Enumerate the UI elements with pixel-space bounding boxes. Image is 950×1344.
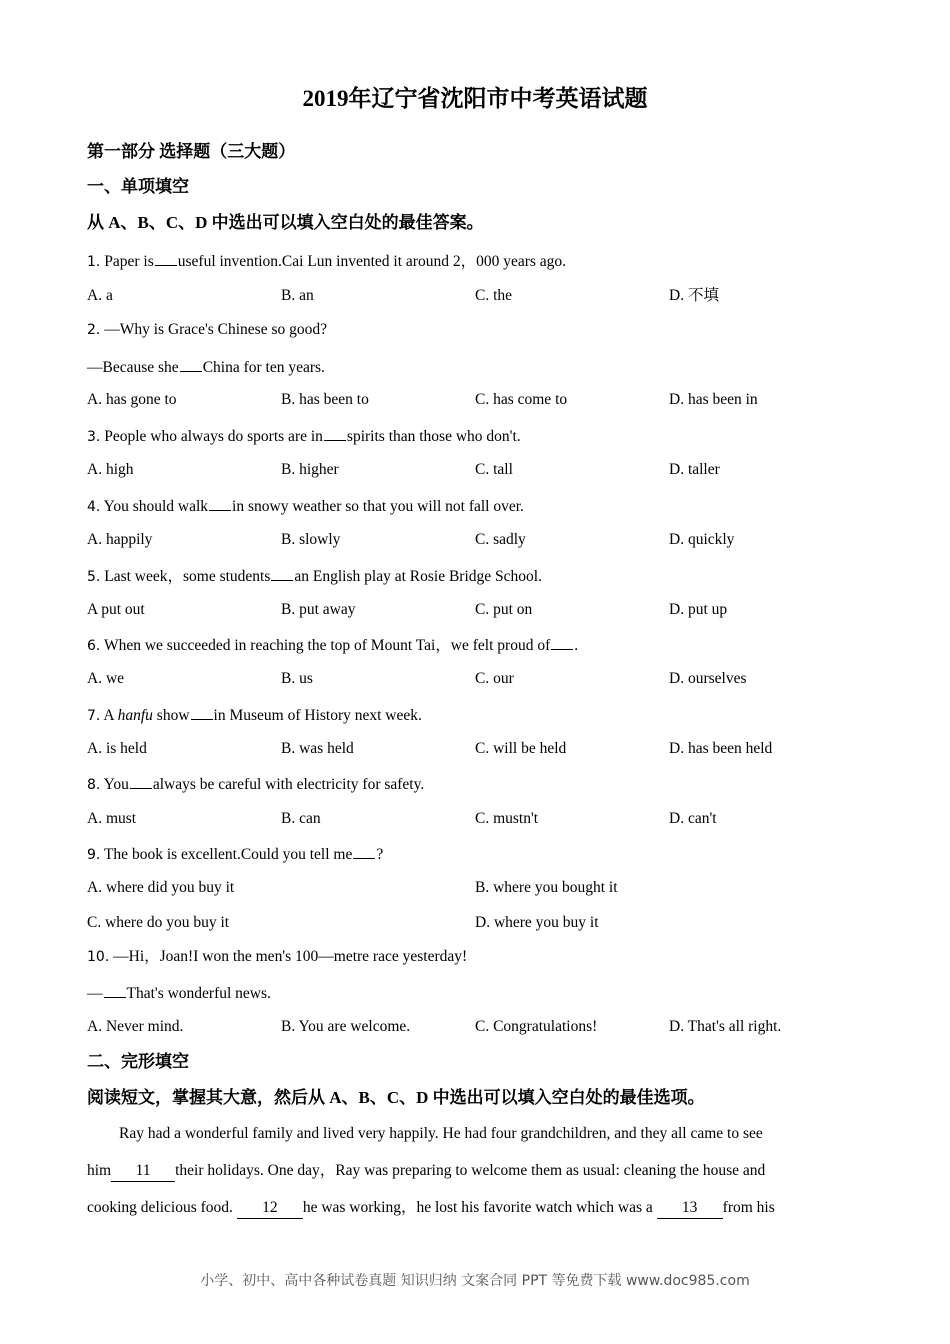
section-heading-2: 二、完形填空 — [87, 1052, 189, 1071]
q4-option-d: D. quickly — [669, 531, 735, 548]
cloze-blank-11[interactable]: 11 — [111, 1161, 175, 1182]
q6-option-c: C. our — [475, 670, 514, 687]
q9-option-d: D. where you buy it — [475, 914, 599, 931]
question-6: 6. When we succeeded in reaching the top of Mount Tai，we felt proud of . — [87, 634, 578, 656]
q2-option-a: A. has gone to — [87, 391, 177, 408]
passage-line-1: Ray had a wonderful family and lived very happily. He had four grandchildren, and they all came to see — [119, 1125, 763, 1142]
question-10-line-2: — That's wonderful news. — [87, 982, 271, 1004]
q4-option-a: A. happily — [87, 531, 153, 548]
q6-option-d: D. ourselves — [669, 670, 747, 687]
q5-option-c: C. put on — [475, 601, 533, 618]
q4-option-b: B. slowly — [281, 531, 341, 548]
question-8: 8. You always be careful with electricity for safety. — [87, 773, 424, 795]
q9-option-b: B. where you bought it — [475, 879, 618, 896]
q10-option-d: D. That's all right. — [669, 1018, 782, 1035]
q7-option-b: B. was held — [281, 740, 354, 757]
q7-option-a: A. is held — [87, 740, 147, 757]
q2-option-b: B. has been to — [281, 391, 369, 408]
q7-option-d: D. has been held — [669, 740, 773, 757]
q1-option-c: C. the — [475, 287, 513, 304]
q8-option-d: D. can't — [669, 810, 717, 827]
cloze-blank-12[interactable]: 12 — [237, 1198, 303, 1219]
q1-option-d: D. 不填 — [669, 287, 719, 304]
q8-option-b: B. can — [281, 810, 321, 827]
question-9: 9. The book is excellent.Could you tell me ? — [87, 843, 383, 865]
q5-option-d: D. put up — [669, 601, 728, 618]
cloze-blank-13[interactable]: 13 — [657, 1198, 723, 1219]
question-1: 1. Paper is useful invention.Cai Lun invented it around 2，000 years ago. — [87, 250, 566, 272]
q7-option-c: C. will be held — [475, 740, 567, 757]
q5-option-b: B. put away — [281, 601, 356, 618]
footer-watermark: 小学、初中、高中各种试卷真题 知识归纳 文案合同 PPT 等免费下载 www.doc985.com — [200, 1273, 750, 1289]
q5-option-a: A put out — [87, 601, 145, 618]
question-5: 5. Last week，some students an English play at Rosie Bridge School. — [87, 565, 542, 587]
question-4: 4. You should walk in snowy weather so that you will not fall over. — [87, 495, 524, 517]
q3-option-d: D. taller — [669, 461, 720, 478]
q9-option-a: A. where did you buy it — [87, 879, 235, 896]
section-instruction-1: 从 A、B、C、D 中选出可以填入空白处的最佳答案。 — [87, 213, 484, 232]
question-7: 7. A hanfu show in Museum of History next week. — [87, 704, 422, 726]
q6-option-a: A. we — [87, 670, 125, 687]
q10-option-a: A. Never mind. — [87, 1018, 184, 1035]
section-instruction-2: 阅读短文，掌握其大意，然后从 A、B、C、D 中选出可以填入空白处的最佳选项。 — [87, 1088, 705, 1107]
q3-option-b: B. higher — [281, 461, 339, 478]
q1-option-a: A. a — [87, 287, 113, 304]
q10-option-b: B. You are welcome. — [281, 1018, 411, 1035]
q3-option-a: A. high — [87, 461, 134, 478]
q6-option-b: B. us — [281, 670, 313, 687]
part-heading: 第一部分 选择题（三大题） — [87, 142, 296, 161]
question-2: 2. —Why is Grace's Chinese so good? — [87, 321, 327, 338]
question-2-line-2: —Because she China for ten years. — [87, 356, 325, 378]
q2-option-d: D. has been in — [669, 391, 758, 408]
q2-option-c: C. has come to — [475, 391, 568, 408]
q1-option-b: B. an — [281, 287, 314, 304]
q4-option-c: C. sadly — [475, 531, 526, 548]
q8-option-c: C. mustn't — [475, 810, 539, 827]
page-title: 2019年辽宁省沈阳市中考英语试题 — [302, 86, 648, 111]
question-10: 10. —Hi，Joan!I won the men's 100—metre race yesterday! — [87, 948, 468, 965]
passage-line-3: cooking delicious food. 12 he was working，he lost his favorite watch which was a 13 from his — [87, 1198, 775, 1219]
q9-option-c: C. where do you buy it — [87, 914, 230, 931]
question-3: 3. People who always do sports are in spirits than those who don't. — [87, 425, 521, 447]
q10-option-c: C. Congratulations! — [475, 1018, 598, 1035]
passage-line-2: him 11 their holidays. One day，Ray was preparing to welcome them as usual: cleaning the house and — [87, 1161, 765, 1182]
q8-option-a: A. must — [87, 810, 137, 827]
section-heading-1: 一、单项填空 — [87, 177, 189, 196]
q3-option-c: C. tall — [475, 461, 513, 478]
